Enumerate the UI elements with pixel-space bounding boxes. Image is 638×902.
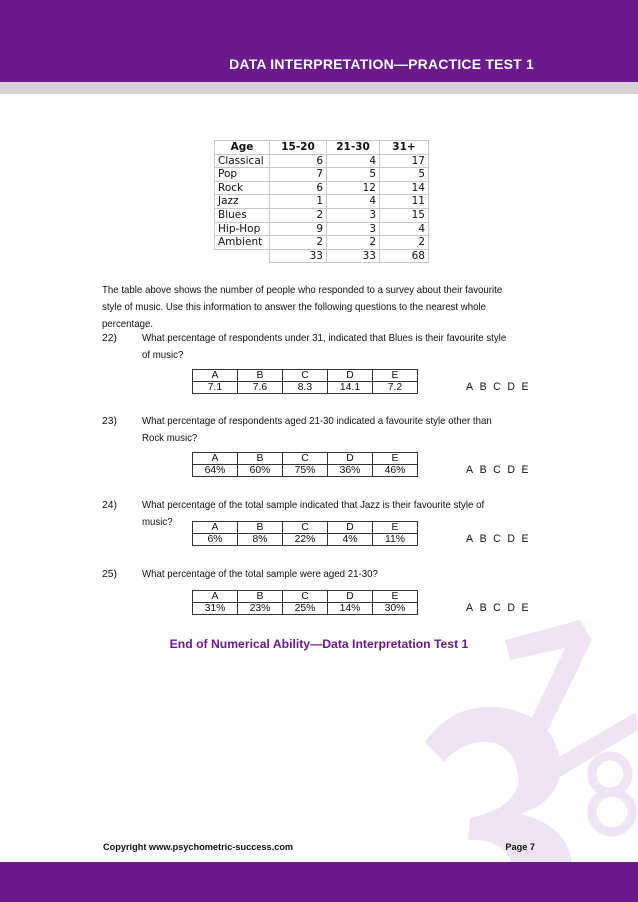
option-value: 6%	[193, 534, 238, 546]
option-value: 31%	[193, 603, 238, 615]
table-row	[215, 236, 429, 250]
options-header-row	[193, 591, 418, 603]
options-header-row	[193, 522, 418, 534]
option-letter: D	[328, 522, 373, 534]
count-cell: 4	[327, 154, 380, 168]
count-cell: 2	[327, 236, 380, 250]
options-value-row	[193, 534, 418, 546]
totals-row	[215, 249, 429, 263]
page-title: DATA INTERPRETATION—PRACTICE TEST 1	[229, 56, 534, 72]
end-of-test-note: End of Numerical Ability—Data Interpretation Test 1	[169, 637, 469, 651]
option-letter: D	[328, 453, 373, 465]
count-cell: 6	[270, 154, 327, 168]
options-value-row	[193, 465, 418, 477]
intro-paragraph: The table above shows the number of people who responded to a survey about their favourite style of music. Use this information to answer the following questions to the nearest whole percentage.	[102, 285, 503, 330]
answer-choice-b[interactable]: B	[479, 533, 488, 545]
count-cell: 7	[270, 168, 327, 182]
survey-header-row	[215, 141, 429, 155]
option-letter: E	[373, 370, 418, 382]
answer-choice-e[interactable]: E	[521, 381, 530, 393]
answer-choices	[466, 381, 535, 393]
options-header-row	[193, 453, 418, 465]
option-value: 4%	[328, 534, 373, 546]
answer-choices	[466, 602, 535, 614]
option-value: 22%	[283, 534, 328, 546]
total-cell: 33	[270, 249, 327, 263]
count-cell: 2	[270, 208, 327, 222]
column-header: Age	[215, 141, 270, 155]
answer-choice-d[interactable]: D	[507, 602, 516, 614]
option-value: 11%	[373, 534, 418, 546]
answer-choice-a[interactable]: A	[466, 464, 474, 476]
answer-choice-c[interactable]: C	[493, 381, 502, 393]
option-value: 64%	[193, 465, 238, 477]
option-letter: D	[328, 591, 373, 603]
table-row	[215, 181, 429, 195]
table-row	[215, 222, 429, 236]
options-table	[192, 369, 418, 394]
option-letter: C	[283, 370, 328, 382]
count-cell: 1	[270, 195, 327, 209]
table-row	[215, 168, 429, 182]
answer-choice-e[interactable]: E	[521, 533, 530, 545]
options-table	[192, 452, 418, 477]
answer-choice-d[interactable]: D	[507, 381, 516, 393]
answer-choice-b[interactable]: B	[479, 464, 488, 476]
answer-choice-b[interactable]: B	[479, 602, 488, 614]
style-label: Rock	[215, 181, 270, 195]
option-value: 60%	[238, 465, 283, 477]
option-letter: C	[283, 591, 328, 603]
count-cell: 11	[380, 195, 429, 209]
question-number: 24)	[102, 500, 118, 511]
option-value: 7.1	[193, 382, 238, 394]
option-value: 46%	[373, 465, 418, 477]
option-letter: C	[283, 522, 328, 534]
options-value-row	[193, 382, 418, 394]
count-cell: 4	[327, 195, 380, 209]
option-value: 25%	[283, 603, 328, 615]
style-label: Classical	[215, 154, 270, 168]
option-letter: E	[373, 453, 418, 465]
options-table	[192, 521, 418, 546]
style-label: Hip-Hop	[215, 222, 270, 236]
column-header: 21-30	[327, 141, 380, 155]
count-cell: 12	[327, 181, 380, 195]
count-cell: 4	[380, 222, 429, 236]
question-text: What percentage of respondents aged 21-30 indicated a favourite style other than Rock music?	[142, 416, 492, 444]
count-cell: 3	[327, 208, 380, 222]
answer-choice-b[interactable]: B	[479, 381, 488, 393]
answer-choice-e[interactable]: E	[521, 602, 530, 614]
page-number: Page 7	[505, 842, 535, 852]
question-text: What percentage of the total sample indicated that Jazz is their favourite style of music?	[142, 500, 485, 528]
option-value: 36%	[328, 465, 373, 477]
count-cell: 15	[380, 208, 429, 222]
style-label: Pop	[215, 168, 270, 182]
option-letter: E	[373, 522, 418, 534]
table-row	[215, 154, 429, 168]
count-cell: 2	[270, 236, 327, 250]
survey-table	[214, 140, 429, 263]
count-cell: 9	[270, 222, 327, 236]
option-value: 30%	[373, 603, 418, 615]
footer-bar	[0, 862, 638, 902]
count-cell: 17	[380, 154, 429, 168]
answer-choice-c[interactable]: C	[493, 464, 502, 476]
option-letter: E	[373, 591, 418, 603]
count-cell: 5	[380, 168, 429, 182]
option-value: 7.6	[238, 382, 283, 394]
options-value-row	[193, 603, 418, 615]
answer-choices	[466, 464, 535, 476]
table-row	[215, 208, 429, 222]
option-letter: A	[193, 591, 238, 603]
option-letter: B	[238, 370, 283, 382]
style-label: Jazz	[215, 195, 270, 209]
option-letter: B	[238, 591, 283, 603]
answer-choice-e[interactable]: E	[521, 464, 530, 476]
style-label: Blues	[215, 208, 270, 222]
option-value: 7.2	[373, 382, 418, 394]
option-value: 8.3	[283, 382, 328, 394]
answer-choice-a[interactable]: A	[466, 533, 474, 545]
question-number: 22)	[102, 333, 118, 344]
option-value: 14.1	[328, 382, 373, 394]
options-table	[192, 590, 418, 615]
table-row	[215, 195, 429, 209]
option-letter: C	[283, 453, 328, 465]
count-cell: 6	[270, 181, 327, 195]
question-text: What percentage of respondents under 31, indicated that Blues is their favourite style of music?	[142, 333, 507, 361]
answer-choice-d[interactable]: D	[507, 533, 516, 545]
answer-choice-c[interactable]: C	[493, 533, 502, 545]
count-cell: 3	[327, 222, 380, 236]
option-letter: B	[238, 453, 283, 465]
column-header: 15-20	[270, 141, 327, 155]
option-value: 23%	[238, 603, 283, 615]
option-letter: A	[193, 522, 238, 534]
option-value: 75%	[283, 465, 328, 477]
count-cell: 2	[380, 236, 429, 250]
option-value: 14%	[328, 603, 373, 615]
style-label: Ambient	[215, 236, 270, 250]
option-letter: D	[328, 370, 373, 382]
answer-choices	[466, 533, 535, 545]
answer-choice-a[interactable]: A	[466, 381, 474, 393]
count-cell: 5	[327, 168, 380, 182]
copyright-text: Copyright www.psychometric-success.com	[103, 842, 294, 852]
answer-choice-a[interactable]: A	[466, 602, 474, 614]
answer-choice-c[interactable]: C	[493, 602, 502, 614]
option-letter: B	[238, 522, 283, 534]
options-header-row	[193, 370, 418, 382]
option-letter: A	[193, 453, 238, 465]
question-number: 23)	[102, 416, 118, 427]
count-cell: 14	[380, 181, 429, 195]
total-cell: 68	[380, 249, 429, 263]
option-letter: A	[193, 370, 238, 382]
total-cell: 33	[327, 249, 380, 263]
answer-choice-d[interactable]: D	[507, 464, 516, 476]
option-value: 8%	[238, 534, 283, 546]
question-number: 25)	[102, 569, 118, 580]
question-text: What percentage of the total sample were aged 21-30?	[142, 569, 378, 580]
column-header: 31+	[380, 141, 429, 155]
